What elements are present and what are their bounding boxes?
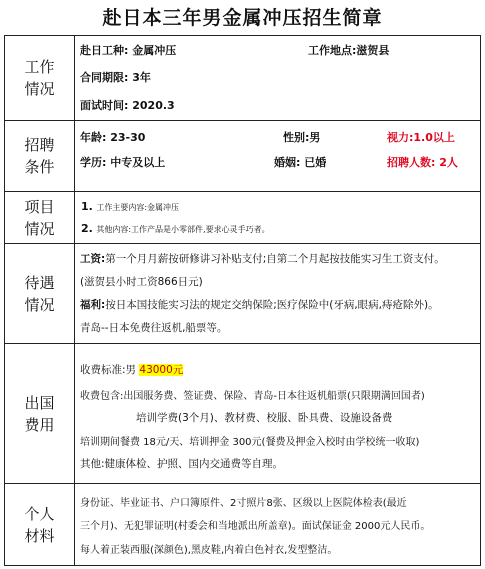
interview-label: 面试时间: — [80, 99, 129, 112]
welfare-label: 福利: — [80, 299, 106, 311]
row-materials — [5, 484, 480, 565]
age — [80, 129, 145, 145]
label-work — [5, 36, 75, 120]
fee-include-1: 收费包含:出国服务费、签证费、保险、青岛-日本往返机船票(只限期满回国者) — [80, 391, 425, 402]
label-recruit-line2: 条件 — [24, 158, 55, 176]
label-work-line2: 情况 — [24, 80, 55, 98]
work-location-value: 滋贺县 — [356, 44, 390, 57]
label-materials — [5, 484, 75, 565]
age-value: 23-30 — [110, 131, 146, 144]
gender — [283, 129, 320, 145]
content-work — [76, 36, 480, 120]
work-location — [308, 42, 389, 58]
materials-line-2: 三个月)、无犯罪证明(村委会和当地派出所盖章)。面试保证金 2000元人民币。 — [80, 521, 431, 532]
fee-standard — [80, 362, 183, 377]
project-item-2-num: 2. — [81, 222, 93, 235]
recruit-count: 招聘人数: 2人 — [387, 156, 458, 169]
work-location-label: 工作地点: — [308, 44, 357, 57]
label-treatment — [5, 244, 75, 343]
label-project — [5, 192, 75, 243]
row-project — [5, 192, 480, 244]
job-type-value: 金属冲压 — [132, 44, 177, 57]
label-fees-line2: 费用 — [24, 415, 55, 434]
wage — [80, 251, 445, 266]
content-treatment — [76, 244, 480, 343]
marriage — [274, 154, 326, 170]
content-recruit — [76, 121, 480, 191]
label-fees-line1: 出国 — [24, 393, 55, 412]
fee-include-4: 其他:健康体检、护照、国内交通费等自理。 — [80, 458, 284, 470]
contract — [80, 69, 151, 85]
welfare-note: 青岛--日本免费往返机,船票等。 — [80, 322, 228, 334]
fee-include-3: 培训期间餐费 18元/天、培训押金 300元(餐费及押金入校时由学校统一收取) — [80, 437, 420, 448]
label-recruit — [5, 121, 75, 191]
label-treatment-line2: 情况 — [24, 295, 55, 314]
materials-line-1: 身份证、毕业证书、户口簿原件、2寸照片8张、区级以上医院体检表(最近 — [80, 498, 407, 509]
gender-value: 男 — [309, 131, 321, 144]
wage-text: 第一个月月薪按研修讲习补贴支付;自第二个月起按技能实习生工资支付。 — [105, 253, 445, 265]
row-recruit — [5, 121, 480, 192]
label-treatment-line1: 待遇 — [24, 273, 55, 292]
gender-label: 性别: — [283, 131, 310, 144]
job-type-label: 赴日工种: — [80, 44, 129, 57]
age-label: 年龄: — [80, 131, 107, 144]
fee-standard-label: 收费标准:男 — [80, 364, 137, 376]
contract-value: 3年 — [132, 71, 151, 84]
project-item-2 — [81, 222, 270, 235]
label-materials-line1: 个人 — [24, 504, 55, 523]
marriage-label: 婚姻: — [274, 156, 301, 169]
edu-value: 中专及以上 — [110, 156, 166, 169]
fee-standard-amount: 43000元 — [139, 364, 184, 376]
content-fees — [76, 344, 480, 483]
contract-label: 合同期限: — [80, 71, 129, 84]
interview-time — [80, 97, 175, 113]
vision: 视力:1.0以上 — [387, 131, 455, 144]
page-title: 赴日本三年男金属冲压招生简章 — [102, 7, 383, 29]
project-item-1-num: 1. — [81, 200, 93, 213]
label-fees — [5, 344, 75, 483]
row-treatment — [5, 244, 480, 344]
row-fees — [5, 344, 480, 484]
label-work-line1: 工作 — [24, 58, 55, 76]
wage-label: 工资: — [80, 253, 106, 265]
interview-value: 2020.3 — [132, 99, 175, 112]
education — [80, 154, 165, 170]
project-item-2-text: 其他内容:工作产品是小零部件,要求心灵手巧者。 — [96, 225, 270, 234]
edu-label: 学历: — [80, 156, 107, 169]
label-materials-line2: 材料 — [24, 526, 55, 545]
info-table — [4, 35, 481, 566]
label-project-line1: 项目 — [24, 197, 55, 216]
marriage-value: 已婚 — [304, 156, 327, 169]
fee-include-2: 培训学费(3个月)、教材费、校服、卧具费、设施设备费 — [136, 412, 393, 424]
content-project — [76, 192, 480, 243]
content-materials — [76, 484, 480, 565]
materials-line-3: 每人着正装西服(深颜色),黑皮鞋,内着白色衬衣,发型整洁。 — [80, 545, 338, 556]
welfare — [80, 297, 439, 312]
project-item-1-text: 工作主要内容:金属冲压 — [96, 203, 180, 212]
project-item-1 — [81, 200, 179, 213]
welfare-text: 按日本国技能实习法的规定交纳保险;医疗保险中(牙病,眼病,痔疮除外)。 — [105, 299, 439, 311]
job-type — [80, 42, 176, 58]
label-recruit-line1: 招聘 — [24, 136, 55, 154]
row-work — [5, 36, 480, 121]
label-project-line2: 情况 — [24, 219, 55, 238]
wage-note: (滋贺县小时工资866日元) — [80, 276, 203, 288]
